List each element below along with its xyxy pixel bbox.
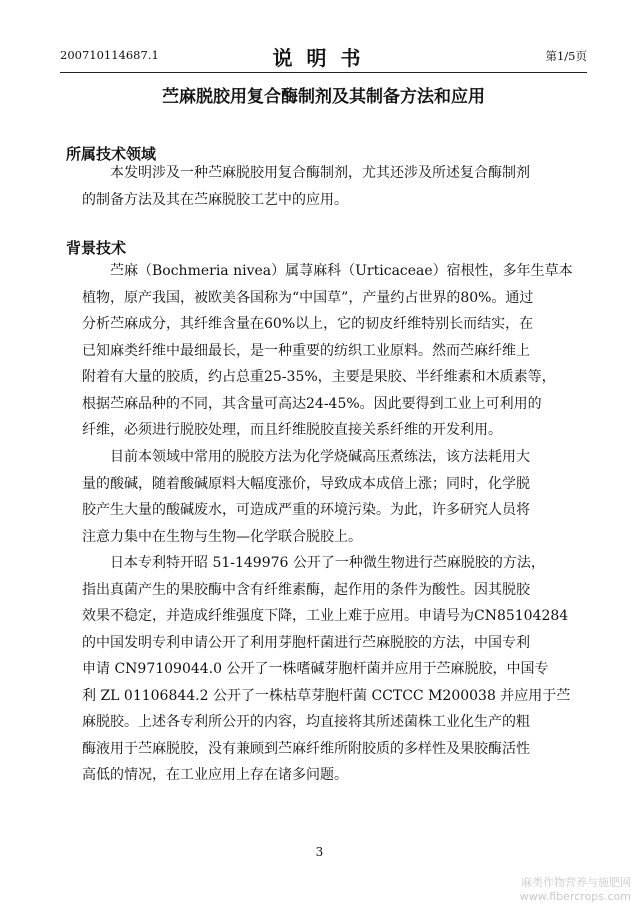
paragraph-technical-field	[82, 160, 592, 213]
section-heading-technical-field: 所属技术领域	[66, 145, 157, 163]
page-info: 第1/5页	[545, 49, 587, 63]
text-line: 胶产生大量的酸碱废水，可造成严重的环境污染。为此，许多研究人员将	[82, 502, 530, 518]
text-line: 纤维，必须进行脱胶处理，而且纤维脱胶直接关系纤维的开发利用。	[82, 422, 502, 438]
text-line: 已知麻类纤维中最细最长，是一种重要的纺织工业原料。然而苎麻纤维上	[82, 342, 530, 359]
text-line: 指出真菌产生的果胶酶中含有纤维素酶，起作用的条件为酸性。因其脱胶	[82, 581, 530, 598]
application-number: 200710114687.1	[60, 48, 159, 62]
site-watermark	[520, 876, 631, 904]
watermark-url: www.fibercrops.com	[519, 890, 631, 903]
watermark-site-name: 麻类作物营养与施肥网	[521, 876, 631, 889]
paragraph-background-2	[82, 444, 592, 550]
text-line: 申请 CN97109044.0 公开了一株嗜碱芽胞杆菌并应用于苎麻脱胶，中国专	[82, 661, 549, 677]
text-line: 量的酸碱，随着酸碱原料大幅度涨价，导致成本成倍上涨；同时，化学脱	[82, 475, 530, 492]
text-line: 苎麻（Bochmeria nivea）属荨麻科（Urticaceae）宿根性，多年生草本	[110, 263, 573, 279]
text-line: 效果不稳定，并造成纤维强度下降，工业上难于应用。申请号为CN85104284	[82, 608, 569, 624]
document-type-title: 说明书	[272, 46, 375, 70]
page-header	[60, 42, 587, 70]
text-line: 本发明涉及一种苎麻脱胶用复合酶制剂，尤其还涉及所述复合酶制剂	[110, 165, 530, 181]
text-line: 分析苎麻成分，其纤维含量在60%以上，它的韧皮纤维特别长而结实，在	[82, 316, 534, 332]
text-line: 的制备方法及其在苎麻脱胶工艺中的应用。	[82, 191, 348, 208]
text-line: 酶液用于苎麻脱胶，没有兼顾到苎麻纤维所附胶质的多样性及果胶酶活性	[82, 740, 530, 757]
invention-title: 苎麻脱胶用复合酶制剂及其制备方法和应用	[162, 87, 485, 107]
text-line: 的中国发明专利申请公开了利用芽胞杆菌进行苎麻脱胶的方法，中国专利	[82, 634, 530, 651]
text-line: 麻脱胶。上述各专利所公开的内容，均直接将其所述菌株工业化生产的粗	[82, 714, 530, 730]
paragraph-background-3	[82, 550, 592, 789]
text-line: 目前本领域中常用的脱胶方法为化学烧碱高压煮练法，该方法耗用大	[110, 449, 530, 465]
text-line: 附着有大量的胶质，约占总重25-35%，主要是果胶、半纤维素和木质素等，	[82, 369, 556, 385]
text-line: 根据苎麻品种的不同，其含量可高达24-45%。因此要得到工业上可利用的	[82, 395, 542, 412]
text-line: 高低的情况，在工业应用上存在诸多问题。	[82, 767, 348, 783]
text-line: 植物，原产我国，被欧美各国称为“中国草”，产量约占世界的80%。通过	[82, 289, 534, 306]
header-divider	[60, 72, 587, 73]
text-line: 注意力集中在生物与生物—化学联合脱胶上。	[82, 528, 362, 545]
text-line: 利 ZL 01106844.2 公开了一株枯草芽胞杆菌 CCTCC M200038 并应用于苎	[82, 687, 571, 704]
page-number: 3	[315, 845, 324, 859]
section-heading-background: 背景技术	[66, 239, 127, 257]
paragraph-background-1	[82, 258, 592, 444]
text-line: 日本专利特开昭 51-149976 公开了一种微生物进行苎麻脱胶的方法，	[110, 555, 545, 571]
